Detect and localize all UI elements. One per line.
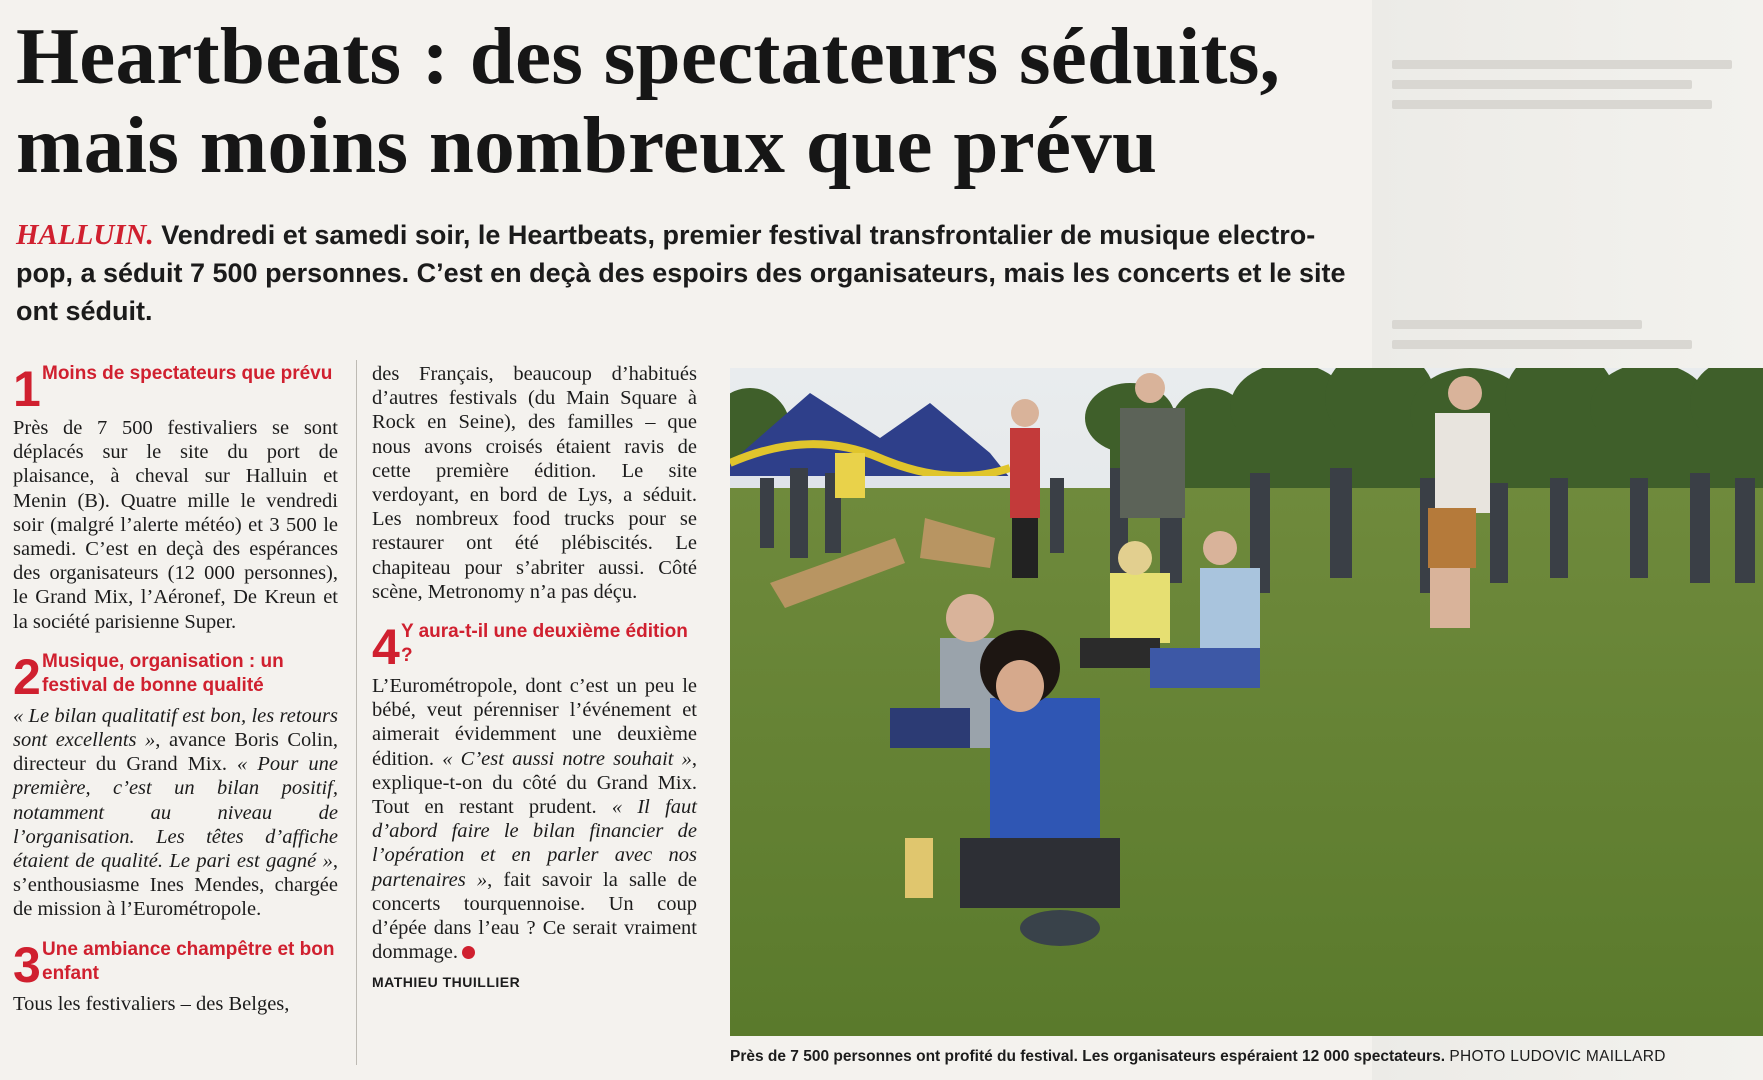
section-4-heading: [372, 619, 697, 676]
festival-photo-illustration: [730, 368, 1763, 1036]
bleed-line: [1392, 320, 1642, 329]
end-mark-icon: [462, 946, 475, 959]
section-heading: Musique, organisation : un festival de bonne qualité: [42, 650, 284, 696]
article-title: Heartbeats : des spectateurs séduits, mais moins nombreux que prévu: [16, 11, 1281, 190]
bleed-line: [1392, 60, 1732, 69]
section-4-body: [372, 674, 697, 964]
body-text: L’Eurométropole, dont c’est un peu le bébé, veut pérenniser l’événement et aimerait évidemment une deuxième édition.: [372, 675, 697, 770]
column-divider: [356, 360, 357, 1065]
body-text: , explique-t-on du côté du Grand Mix. Tout en restant prudent.: [372, 747, 697, 819]
section-number: 3: [13, 936, 41, 993]
bleed-line: [1392, 80, 1692, 89]
photo-credit: PHOTO LUDOVIC MAILLARD: [1449, 1048, 1666, 1065]
section-number: 2: [13, 648, 41, 705]
lead-city: HALLUIN.: [16, 219, 154, 251]
section-heading: Y aura-t-il une deuxième édition ?: [401, 621, 688, 667]
section-2-body: [13, 704, 338, 922]
text-column-1: [13, 362, 338, 1016]
byline: MATHIEU THUILLIER: [372, 974, 521, 991]
lead-text: Vendredi et samedi soir, le Heartbeats, premier festival transfrontalier de musique electro-pop, a séduit 7 500 personnes. C’est en deçà des espoirs des organisateurs, mais les concerts et le site ont séduit.: [16, 220, 1346, 326]
section-2-heading: [13, 648, 338, 705]
article-lead: [16, 216, 1366, 330]
festival-photo: [730, 368, 1763, 1036]
body-text: , fait savoir la salle de concerts tourquennoise. Un coup d’épée dans l’eau ? Ce serait vraiment dommage.: [372, 868, 697, 964]
section-1-body: Près de 7 500 festivaliers se sont déplacés sur le site du port de plaisance, à cheval sur Halluin et Menin (B). Quatre mille le vendredi soir (malgré l’alerte météo) et 3 500 le samedi. C’est en deçà des espérances des organisateurs (12 000 personnes), le Grand Mix, l’Aéronef, De Kreun et la société parisienne Super.: [13, 417, 338, 633]
section-3-body-cont: des Français, beaucoup d’habitués d’autres festivals (du Main Square à Rock en Seine), des familles – que nous avons croisés étaient ravis de cette première édition. Le site verdoyant, en bord de Lys, a séduit. Les nombreux food trucks pour se restaurer ont été plébiscités. Le chapiteau pour s’abriter aussi. Côté scène, Metronomy n’a pas déçu.: [372, 363, 697, 603]
section-number: 4: [372, 619, 400, 676]
section-3-heading: [13, 936, 338, 993]
quote: « C’est aussi notre souhait »: [442, 747, 692, 770]
section-number: 1: [13, 361, 41, 417]
quote: « Il faut d’abord faire le bilan financier de l’opération et en parler avec nos partenaires »: [372, 796, 697, 891]
section-1-heading: [13, 361, 338, 417]
photo-caption: [730, 1048, 1763, 1066]
bleed-line: [1392, 100, 1712, 109]
section-3-body-start: Tous les festivaliers – des Belges,: [13, 992, 290, 1015]
body-text: , avance Boris Colin, directeur du Grand Mix.: [13, 729, 339, 776]
quote: « Pour une première, c’est un bilan positif, notamment au niveau de l’organisation. Les têtes d’affiche étaient de qualité. Le pari est gagné »: [13, 753, 338, 873]
bleed-line: [1392, 340, 1692, 349]
quote: « Le bilan qualitatif est bon, les retours sont excellents »: [13, 704, 338, 752]
text-column-2: [372, 362, 697, 995]
body-text: , s’enthousiasme Ines Mendes, chargée de mission à l’Eurométropole.: [13, 850, 338, 921]
section-heading: Une ambiance champêtre et bon enfant: [42, 938, 335, 984]
section-heading: Moins de spectateurs que prévu: [42, 363, 333, 384]
caption-text: Près de 7 500 personnes ont profité du festival. Les organisateurs espéraient 12 000 spectateurs.: [730, 1048, 1446, 1065]
